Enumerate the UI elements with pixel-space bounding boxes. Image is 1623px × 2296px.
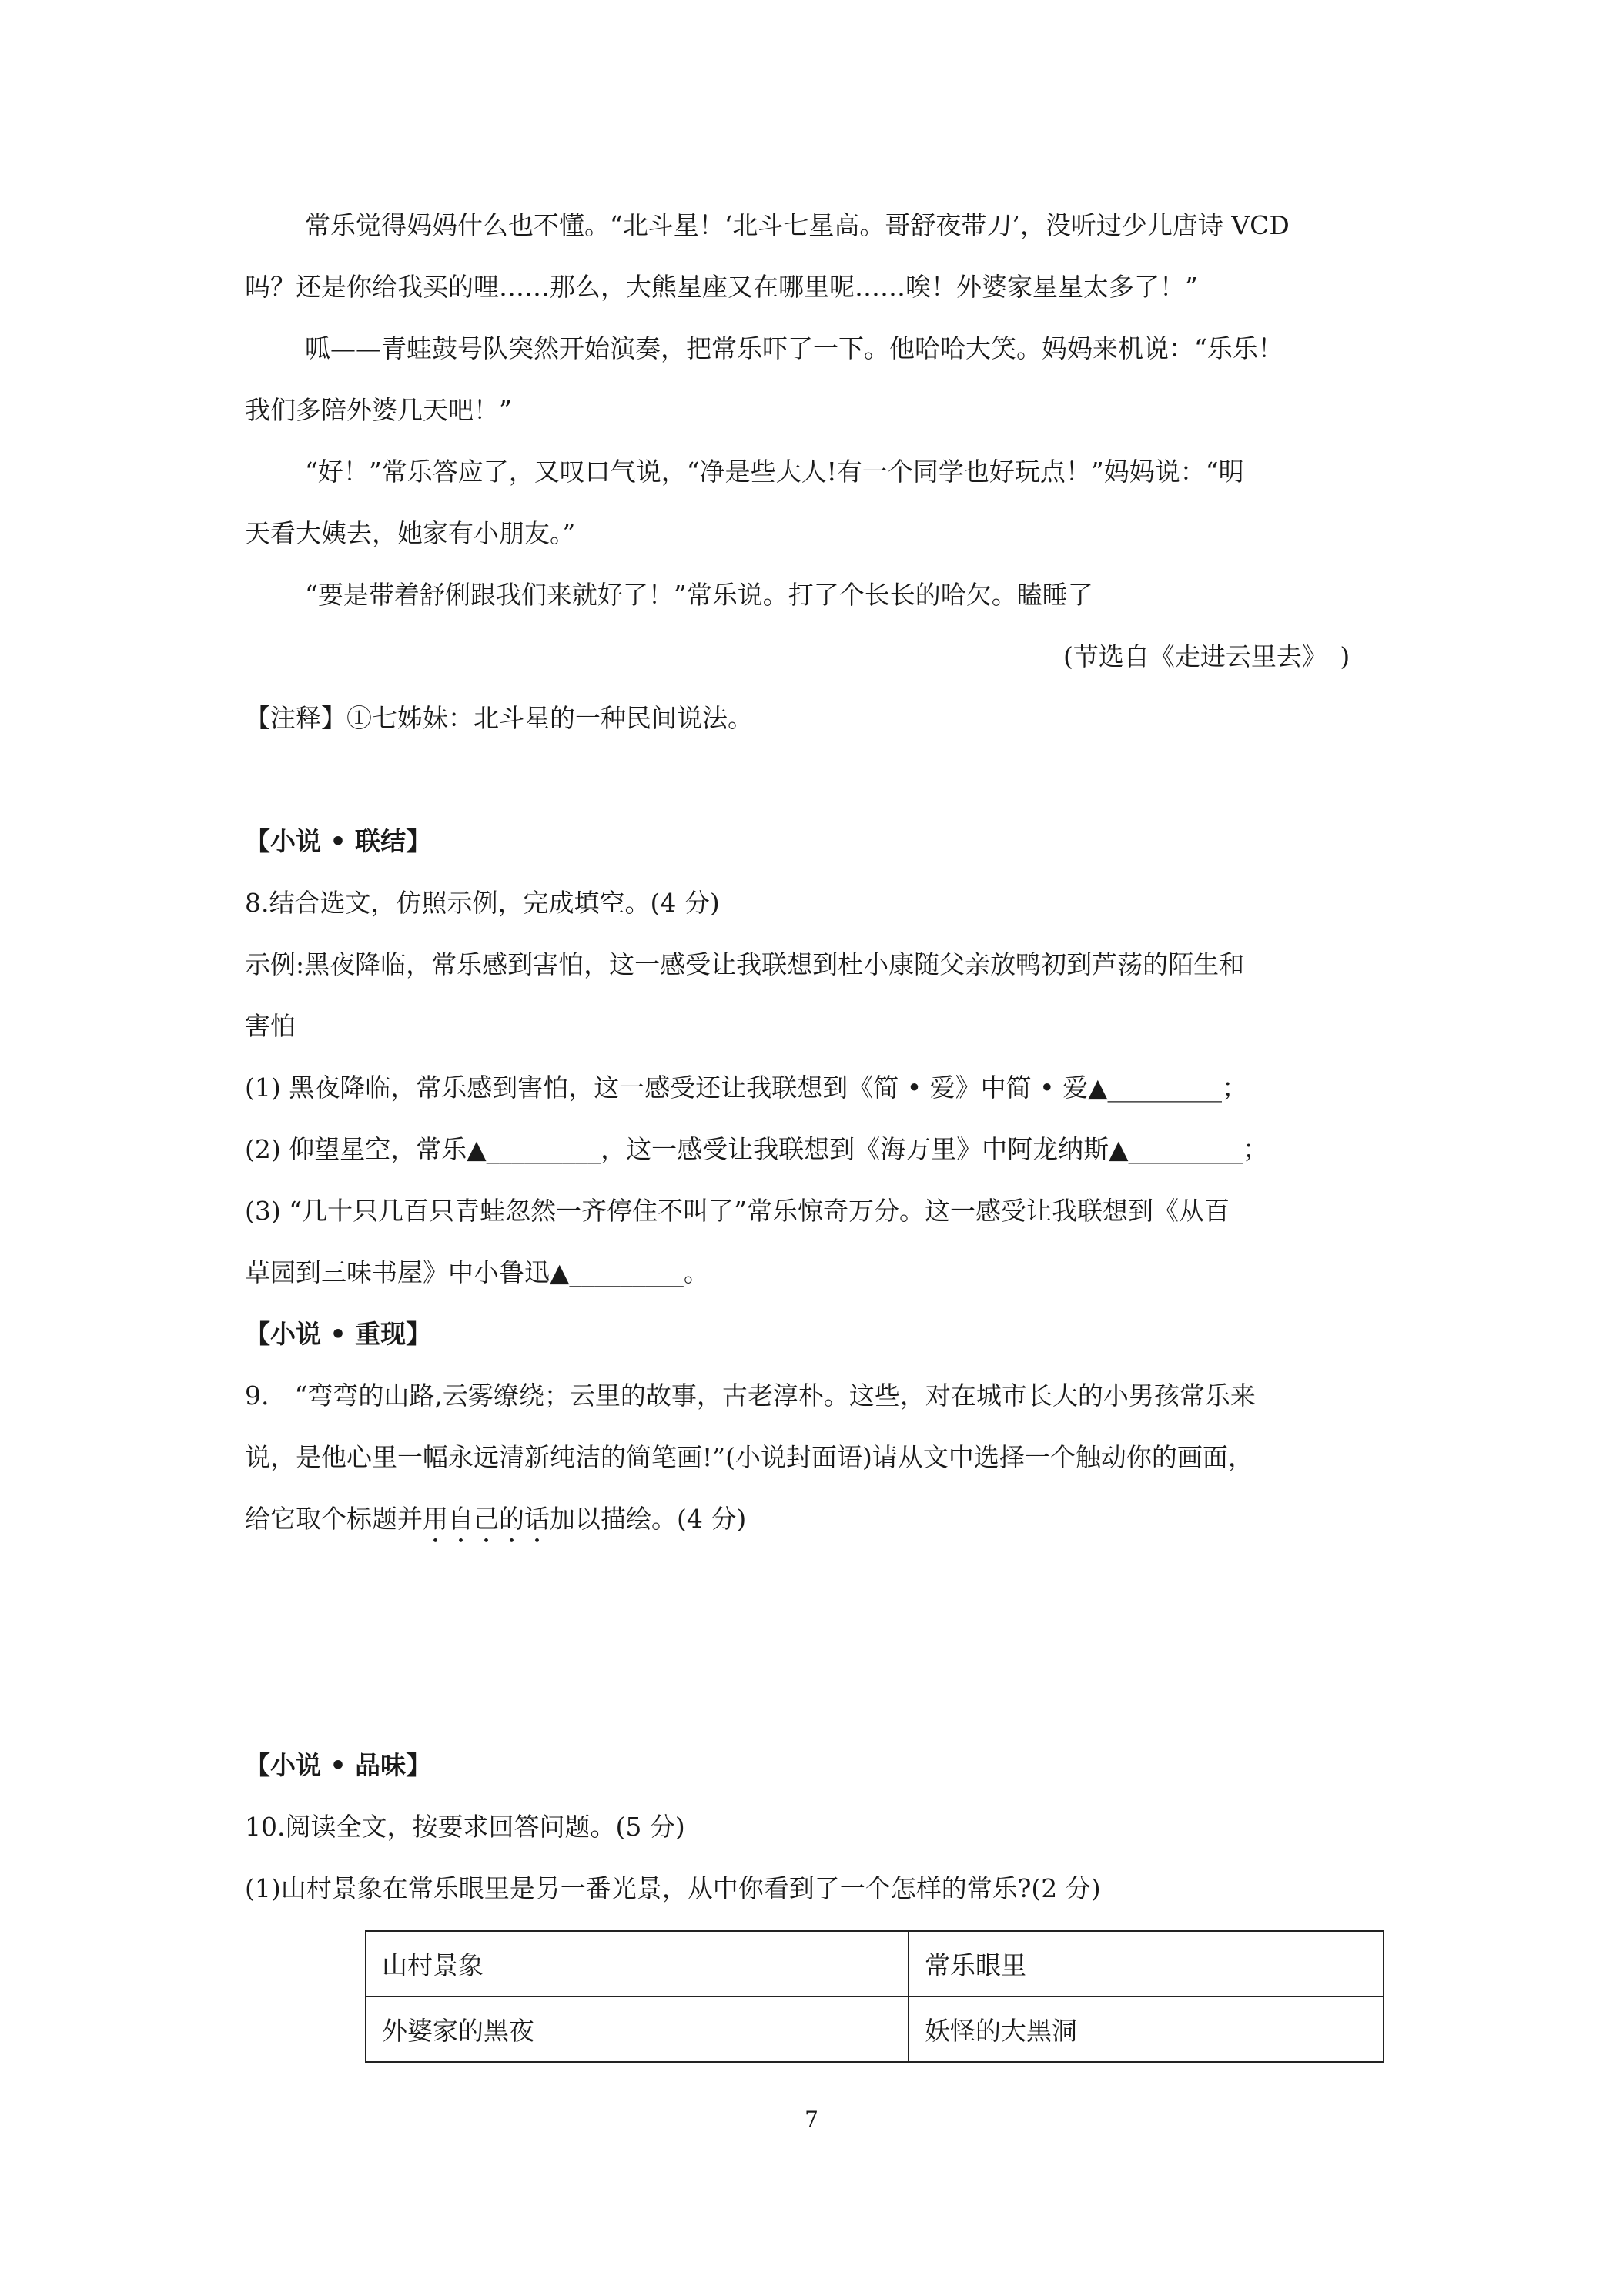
table-header-cell: 山村景象 — [366, 1931, 909, 1996]
table-header-cell: 常乐眼里 — [909, 1931, 1384, 1996]
paragraph-line: “好！”常乐答应了，又叹口气说，“净是些大人!有一个同学也好玩点！”妈妈说：“明 — [305, 457, 1244, 487]
question-9-line: 说，是他心里一幅永远清新纯洁的简笔画!”(小说封面语)请从文中选择一个触动你的画面， — [245, 1442, 1253, 1472]
fill-in-item-3-cont: 草园到三味书屋》中小鲁迅▲_________。 — [245, 1257, 709, 1287]
paragraph-line: 呱——青蛙鼓号队突然开始演奏，把常乐吓了一下。他哈哈大笑。妈妈来机说：“乐乐！ — [305, 333, 1283, 363]
paragraph-line: 我们多陪外婆几天吧！” — [245, 395, 512, 425]
text-span: 加以描绘。(4 分) — [550, 1504, 747, 1534]
question-10-1: (1)山村景象在常乐眼里是另一番光景，从中你看到了一个怎样的常乐?(2 分) — [245, 1873, 1101, 1903]
question-8: 8.结合选文，仿照示例，完成填空。(4 分) — [245, 888, 720, 918]
table-row — [366, 1996, 1384, 2062]
paragraph-line: 常乐觉得妈妈什么也不懂。“北斗星！‘北斗七星高。哥舒夜带刀’，没听过少儿唐诗 VCD — [305, 210, 1290, 240]
paragraph-line: “要是带着舒俐跟我们来就好了！”常乐说。打了个长长的哈欠。瞌睡了 — [305, 580, 1093, 610]
question-9-line — [245, 1504, 746, 1549]
scene-table — [365, 1930, 1384, 2063]
fill-in-item-3: (3) “几十只几百只青蛙忽然一齐停住不叫了”常乐惊奇万分。这一感受让我联想到《从百 — [245, 1196, 1230, 1226]
text-span: 给它取个标题并 — [245, 1504, 423, 1534]
fill-in-item-1: (1) 黑夜降临，常乐感到害怕，这一感受还让我联想到《简 • 爱》中简 • 爱▲_________； — [245, 1073, 1248, 1103]
table-cell: 外婆家的黑夜 — [366, 1996, 909, 2062]
emphasis-dots-text: 用自己的话 — [423, 1504, 550, 1534]
fill-in-item-2: (2) 仰望星空，常乐▲_________，这一感受让我联想到《海万里》中阿龙纳斯▲_________； — [245, 1134, 1268, 1164]
annotation-note: 【注释】①七姊妹：北斗星的一种民间说法。 — [245, 703, 753, 733]
paragraph-line: 天看大姨去，她家有小朋友。” — [245, 518, 576, 548]
table-header-row — [366, 1931, 1384, 1996]
section-heading: 【小说 • 重现】 — [245, 1319, 432, 1349]
question-10: 10.阅读全文，按要求回答问题。(5 分) — [245, 1812, 685, 1842]
question-9: 9. “弯弯的山路,云雾缭绕；云里的故事，古老淳朴。这些，对在城市长大的小男孩常乐来 — [245, 1381, 1256, 1411]
page-number: 7 — [805, 2107, 818, 2132]
section-heading: 【小说 • 联结】 — [245, 826, 432, 856]
paragraph-line: 吗？还是你给我买的哩……那么，大熊星座又在哪里呢……唉！外婆家星星太多了！” — [245, 272, 1198, 302]
table-cell: 妖怪的大黑洞 — [909, 1996, 1384, 2062]
example-line: 害怕 — [245, 1011, 296, 1041]
example-line: 示例:黑夜降临，常乐感到害怕，这一感受让我联想到杜小康随父亲放鸭初到芦荡的陌生和 — [245, 949, 1245, 979]
section-heading: 【小说 • 品味】 — [245, 1750, 432, 1780]
source-citation: (节选自《走进云里去》 ) — [1063, 641, 1350, 671]
